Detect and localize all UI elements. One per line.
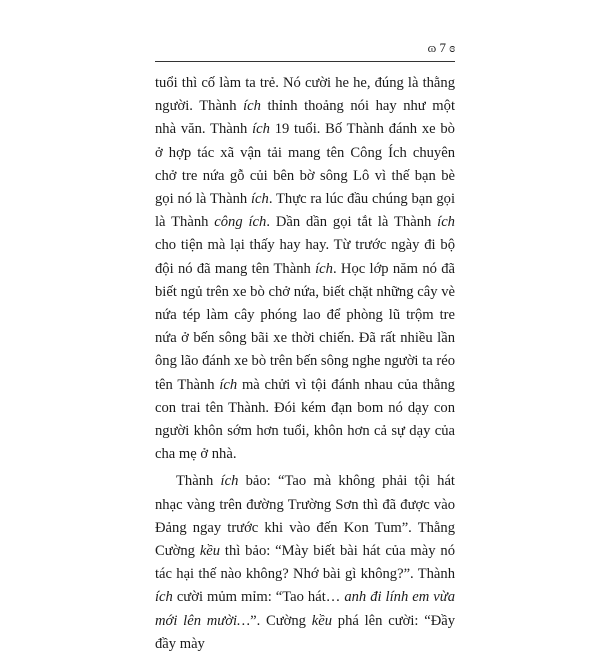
italic-term: kều (199, 543, 221, 560)
body-text (155, 72, 455, 656)
italic-term: ích (250, 191, 269, 208)
header-divider (155, 61, 455, 62)
italic-term: ích (219, 376, 238, 393)
italic-term: ích (220, 473, 239, 490)
italic-term: ích (437, 214, 455, 231)
italic-term: ích (155, 589, 173, 606)
italic-term: kều (311, 612, 332, 629)
italic-term: ích (243, 98, 261, 115)
paragraph-2: Thành ích bảo: “Tao mà không phải tội hát nhạc vàng trên đường Trường Sơn thì đã được vào Đảng ngay trước khi vào đến Kon Tum”. Thằng Cường kều thì bảo: “Mày biết bài hát của mày nó tác hại thế nào không? Nhớ bài gì không?”. Thành ích cười mủm mỉm: “Tao hát… anh đi lính em vừa mới lên mười…”. Cường kều phá lên cười: “Đầy đầy mày (155, 473, 456, 652)
italic-term: anh đi lính em vừa mới lên mười… (155, 589, 455, 629)
italic-term: ích (315, 260, 333, 277)
page-number: ɷ 7 ɞ (427, 40, 455, 55)
italic-term: ích (252, 121, 270, 138)
italic-term: công ích (214, 214, 267, 231)
page-header (155, 40, 455, 60)
paragraph-1: tuổi thì cố làm ta trẻ. Nó cười he he, đúng là thằng người. Thành ích thỉnh thoảng nói hay như một nhà văn. Thành ích 19 tuổi. Bố Thành đánh xe bò ở hợp tác xã vận tải mang tên Công Ích chuyên chở tre nứa gỗ củi bên bờ sông Lô vì thế bạn bè gọi nó là Thành ích. Thực ra lúc đầu chúng bạn gọi là Thành công ích. Dần dần gọi tắt là Thành ích cho tiện mà lại thấy hay hay. Từ trước ngày đi bộ đội nó đã mang tên Thành ích. Học lớp năm nó đã biết ngủ trên xe bò chở nứa, biết chặt những cây vè nứa tép làm cây phóng lao để phòng lũ trộm tre nứa ở bến sông bãi xe thời chiến. Đã rất nhiều lần ông lão đánh xe bò trên bến sông nghe người ta réo tên Thành ích mà chửi vì tội đánh nhau của thằng con trai tên Thành. Đói kém đạn bom nó dạy con người khôn sớm hơn tuổi, khôn hơn cả sự dạy của cha mẹ ở nhà. (155, 75, 455, 463)
